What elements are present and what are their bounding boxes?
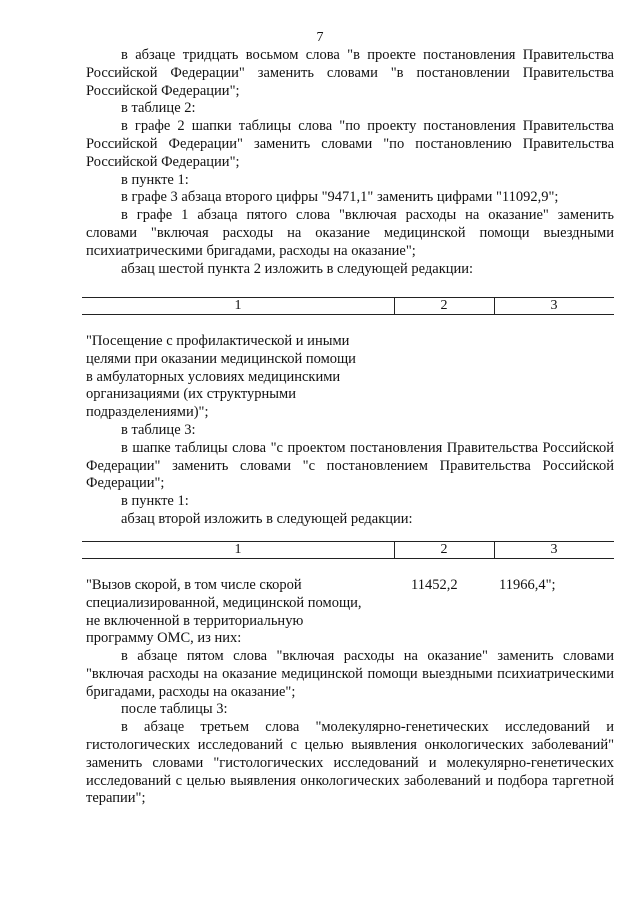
table-col-3: 3: [550, 542, 558, 557]
quote-line: организациями (их структурными: [86, 386, 296, 403]
paragraph: в графе 3 абзаца второго цифры "9471,1" заменить цифрами "11092,9";: [121, 189, 559, 206]
value-col-2: 11452,2: [411, 577, 458, 593]
page-number: 7: [316, 30, 324, 45]
amendment-block-2: [86, 422, 614, 529]
paragraph: в графе 2 шапки таблицы слова "по проекту постановления Правительства Российской Федерации" заменить словами "по постановлению Правительства Российской Федерации";: [86, 118, 614, 170]
paragraph: в таблице 2:: [121, 100, 196, 117]
quote-line: "Вызов скорой, в том числе скорой: [86, 577, 302, 593]
paragraph: абзац шестой пункта 2 изложить в следующей редакции:: [121, 260, 474, 277]
paragraph: после таблицы 3:: [121, 701, 228, 718]
replacement-text-1: [86, 333, 356, 422]
quote-line: подразделениями)";: [86, 404, 209, 421]
paragraph: в таблице 3:: [121, 422, 196, 438]
replacement-text-2: [86, 577, 362, 648]
table-col-2: 2: [440, 298, 448, 313]
table-col-1: 1: [234, 298, 242, 313]
paragraph: в пункте 1:: [121, 171, 189, 188]
quote-line: программу ОМС, из них:: [86, 630, 242, 647]
paragraph: абзац второй изложить в следующей редакции:: [121, 510, 413, 527]
table-col-2: 2: [440, 542, 448, 557]
value-col-3: 11966,4";: [499, 577, 556, 593]
quote-line: целями при оказании медицинской помощи: [86, 350, 356, 367]
quote-line: в амбулаторных условиях медицинскими: [86, 368, 341, 385]
paragraph: в шапке таблицы слова "с проектом постановления Правительства Российской Федерации" заменить словами "с постановлением Правительства Российской Федерации";: [86, 439, 614, 492]
paragraph: в графе 1 абзаца пятого слова "включая расходы на оказание" заменить словами "включая расходы на оказание медицинской помощи выездными психиатрическими бригадами, расходы на оказание";: [86, 207, 614, 259]
table-header-row-1: [82, 297, 614, 315]
quote-line: "Посещение с профилактической и иными: [86, 333, 350, 349]
paragraph: в абзаце пятом слова "включая расходы на оказание" заменить словами "включая расходы на оказание медицинской помощи выездными психиатрическими бригадами, расходы на оказание";: [86, 648, 614, 700]
amendment-block-3: [86, 648, 614, 808]
table-col-3: 3: [550, 298, 558, 313]
table-header-row-2: [82, 541, 614, 559]
paragraph: в абзаце тридцать восьмом слова "в проекте постановления Правительства Российской Федерации" заменить словами "в постановлении Правительства Российской Федерации";: [86, 47, 614, 99]
amendment-block-1: [86, 47, 614, 278]
paragraph: в пункте 1:: [121, 493, 189, 510]
paragraph: в абзаце третьем слова "молекулярно-генетических исследований и гистологических исследований с целью выявления онкологических заболеваний" заменить словами "гистологических исследований и молекулярно-генетических исследований с целью выявления онкологических заболеваний и подбора таргетной терапии";: [86, 719, 614, 807]
table-col-1: 1: [234, 542, 242, 557]
quote-line: специализированной, медицинской помощи,: [86, 594, 362, 611]
quote-line: не включенной в территориальную: [86, 612, 304, 629]
